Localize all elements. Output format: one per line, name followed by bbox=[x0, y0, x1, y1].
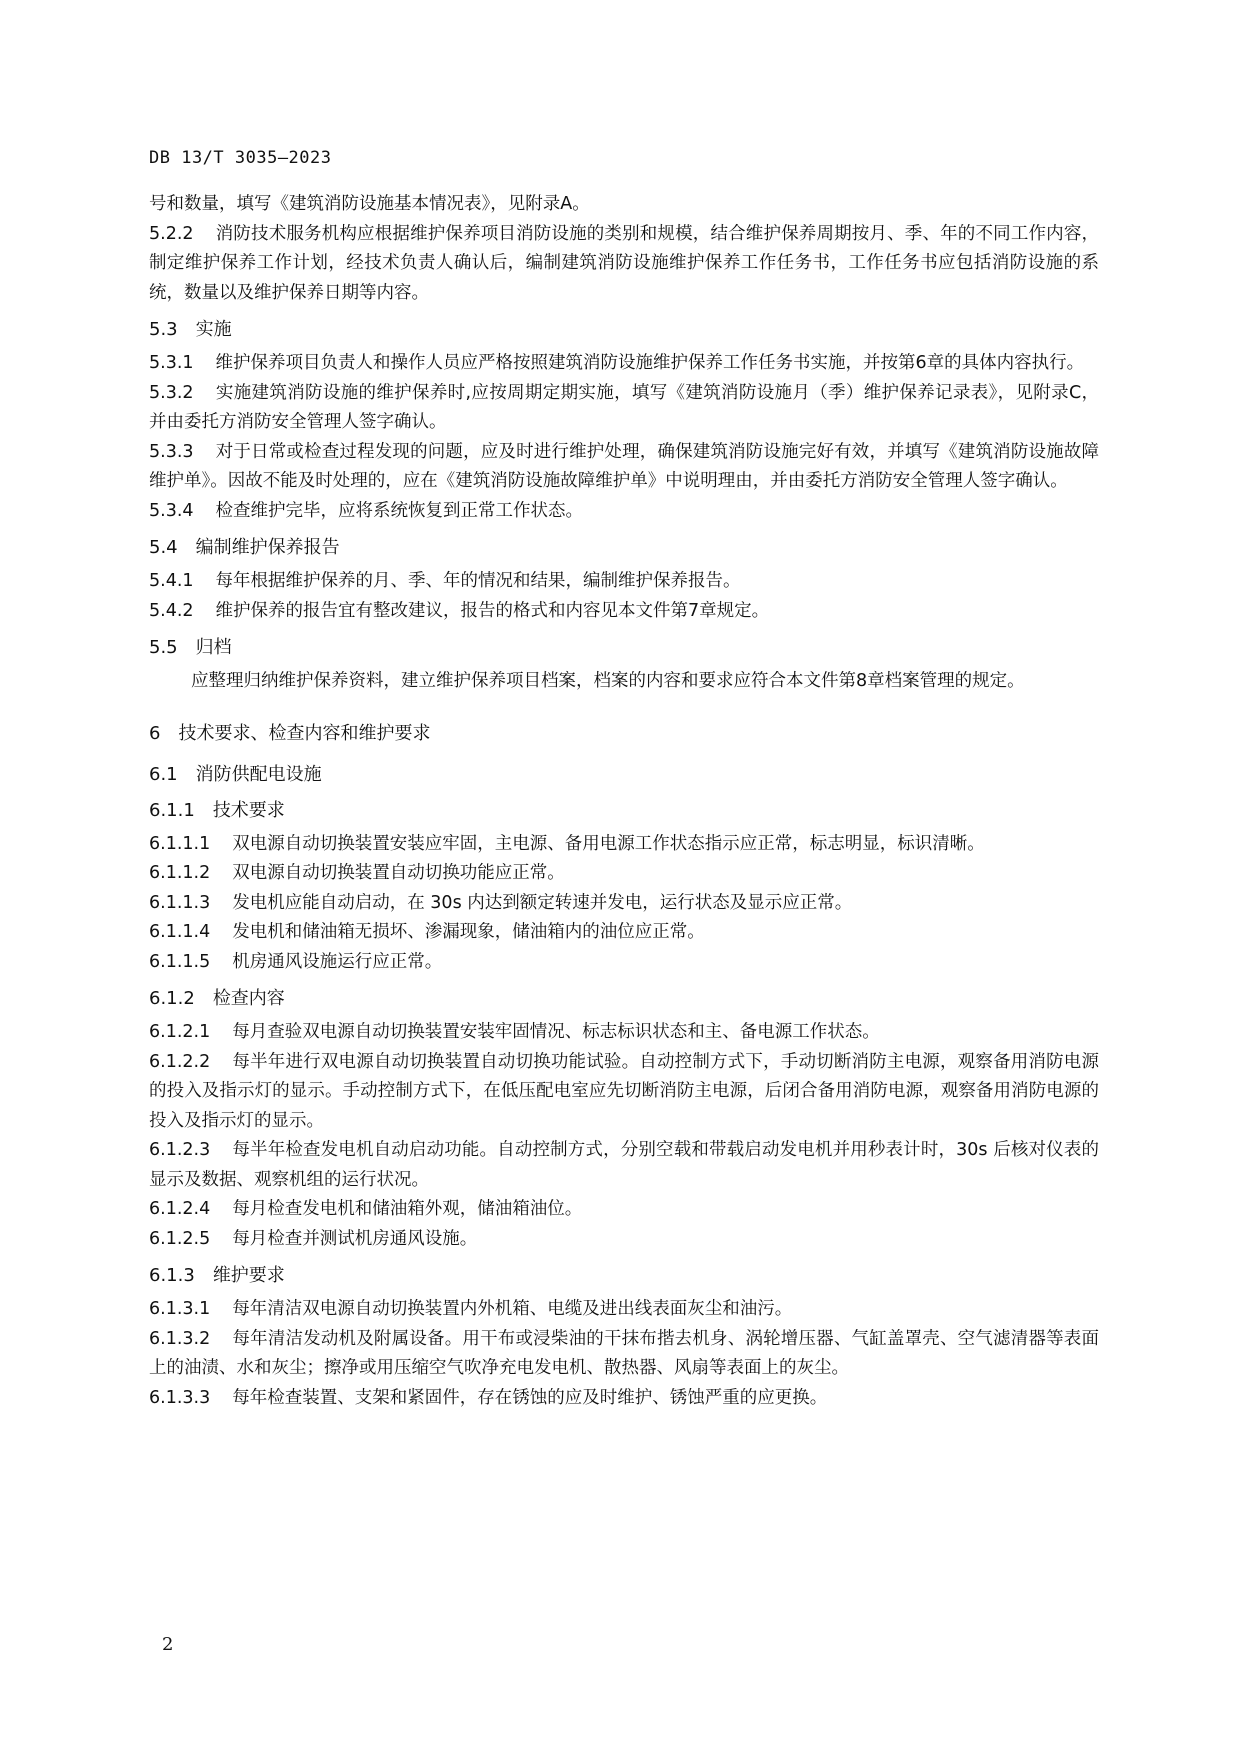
clause-number: 5.3.1 bbox=[149, 353, 194, 373]
clause-number: 6.1.1.5 bbox=[149, 951, 211, 972]
clause-text: 双电源自动切换装置安装应牢固，主电源、备用电源工作状态指示应正常，标志明显，标识清晰。 bbox=[232, 833, 985, 854]
clause-text: 归档 bbox=[195, 637, 232, 658]
clause-text: 实施建筑消防设施的维护保养时,应按周期定期实施，填写《建筑消防设施月（季）维护保养记录表》，见附录C，并由委托方消防安全管理人签字确认。 bbox=[149, 382, 1099, 432]
clause-paragraph bbox=[149, 889, 1099, 919]
clause-text: 号和数量，填写《建筑消防设施基本情况表》，见附录A。 bbox=[149, 194, 590, 214]
clause-text: 对于日常或检查过程发现的问题，应及时进行维护处理，确保建筑消防设施完好有效，并填写《建筑消防设施故障维护单》。因故不能及时处理的，应在《建筑消防设施故障维护单》中说明理由，并由委托方消防安全管理人签字确认。 bbox=[149, 441, 1099, 491]
clause-paragraph bbox=[149, 438, 1099, 497]
chapter-heading bbox=[149, 719, 1099, 748]
clause-paragraph bbox=[149, 948, 1099, 978]
clause-text: 技术要求、检查内容和维护要求 bbox=[178, 722, 431, 744]
clause-text: 每月检查发电机和储油箱外观，储油箱油位。 bbox=[232, 1199, 583, 1219]
clause-number: 5.4 bbox=[149, 537, 178, 558]
page-number: 2 bbox=[162, 1634, 174, 1655]
document-code-header: DB 13/T 3035—2023 bbox=[149, 148, 332, 168]
clause-paragraph bbox=[149, 497, 1099, 527]
clause-number: 6.1.2.4 bbox=[149, 1199, 211, 1219]
clause-number: 5.3 bbox=[149, 319, 178, 340]
clause-number: 6.1.3.2 bbox=[149, 1328, 211, 1349]
clause-paragraph bbox=[149, 1018, 1099, 1048]
clause-paragraph bbox=[149, 1295, 1099, 1325]
clause-paragraph bbox=[149, 918, 1099, 948]
clause-paragraph bbox=[149, 567, 1099, 597]
clause-text: 应整理归纳维护保养资料，建立维护保养项目档案，档案的内容和要求应符合本文件第8章档案管理的规定。 bbox=[191, 671, 1025, 691]
clause-paragraph bbox=[149, 220, 1099, 309]
clause-number: 6.1.2 bbox=[149, 988, 195, 1009]
clause-number: 6.1 bbox=[149, 763, 178, 785]
document-body bbox=[149, 190, 1099, 1413]
clause-paragraph bbox=[149, 1225, 1099, 1255]
clause-number: 6.1.3 bbox=[149, 1265, 195, 1286]
clause-number: 5.5 bbox=[149, 637, 178, 658]
clause-text: 维护要求 bbox=[212, 1265, 285, 1286]
clause-paragraph bbox=[149, 1195, 1099, 1225]
clause-text: 每半年检查发电机自动启动功能。自动控制方式，分别空载和带载启动发电机并用秒表计时，30s 后核对仪表的显示及数据、观察机组的运行状况。 bbox=[149, 1140, 1099, 1190]
section-heading bbox=[149, 1261, 1099, 1290]
clause-text: 发电机应能自动启动，在 30s 内达到额定转速并发电，运行状态及显示应正常。 bbox=[232, 892, 853, 913]
section-heading bbox=[149, 533, 1099, 562]
clause-paragraph bbox=[149, 597, 1099, 627]
clause-number: 6.1.1.4 bbox=[149, 922, 211, 942]
clause-text: 编制维护保养报告 bbox=[195, 537, 340, 558]
clause-text: 每年根据维护保养的月、季、年的情况和结果，编制维护保养报告。 bbox=[215, 571, 741, 591]
clause-number: 6.1.1.3 bbox=[149, 892, 211, 913]
clause-paragraph bbox=[149, 379, 1099, 438]
clause-paragraph bbox=[149, 859, 1099, 889]
clause-text: 每年清洁发动机及附属设备。用干布或浸柴油的干抹布揩去机身、涡轮增压器、气缸盖罩壳、空气滤清器等表面上的油渍、水和灰尘；擦净或用压缩空气吹净充电发电机、散热器、风扇等表面上的灰尘。 bbox=[149, 1328, 1099, 1378]
clause-paragraph bbox=[149, 349, 1099, 379]
clause-number: 5.4.1 bbox=[149, 571, 194, 591]
clause-text: 每月查验双电源自动切换装置安装牢固情况、标志标识状态和主、备电源工作状态。 bbox=[232, 1022, 880, 1042]
clause-number: 6.1.2.1 bbox=[149, 1022, 211, 1042]
clause-number: 6.1.3.3 bbox=[149, 1387, 211, 1408]
clause-text: 每月检查并测试机房通风设施。 bbox=[232, 1228, 478, 1249]
clause-paragraph bbox=[149, 1136, 1099, 1195]
body-paragraph bbox=[149, 667, 1099, 697]
clause-text: 实施 bbox=[195, 319, 232, 340]
section-heading bbox=[149, 315, 1099, 344]
clause-number: 6.1.3.1 bbox=[149, 1299, 211, 1319]
clause-text: 每半年进行双电源自动切换装置自动切换功能试验。自动控制方式下，手动切断消防主电源，观察备用消防电源的投入及指示灯的显示。手动控制方式下，在低压配电室应先切断消防主电源，后闭合备用消防电源，观察备用消防电源的投入及指示灯的显示。 bbox=[149, 1051, 1099, 1131]
clause-text: 维护保养项目负责人和操作人员应严格按照建筑消防设施维护保养工作任务书实施，并按第6章的具体内容执行。 bbox=[215, 353, 1085, 373]
clause-number: 6 bbox=[149, 722, 161, 744]
clause-number: 6.1.2.3 bbox=[149, 1140, 211, 1160]
clause-paragraph bbox=[149, 1384, 1099, 1414]
clause-number: 6.1.1.1 bbox=[149, 833, 211, 854]
section-heading bbox=[149, 796, 1099, 825]
clause-text: 技术要求 bbox=[212, 799, 285, 821]
clause-text: 发电机和储油箱无损坏、渗漏现象，储油箱内的油位应正常。 bbox=[232, 922, 705, 942]
section-heading bbox=[149, 760, 1099, 789]
clause-number: 5.3.3 bbox=[149, 441, 194, 462]
clause-number: 6.1.2.2 bbox=[149, 1051, 211, 1072]
clause-text: 每年检查装置、支架和紧固件，存在锈蚀的应及时维护、锈蚀严重的应更换。 bbox=[232, 1387, 828, 1408]
clause-text: 每年清洁双电源自动切换装置内外机箱、电缆及进出线表面灰尘和油污。 bbox=[232, 1299, 793, 1319]
clause-number: 5.3.4 bbox=[149, 500, 194, 521]
clause-text: 消防技术服务机构应根据维护保养项目消防设施的类别和规模，结合维护保养周期按月、季、年的不同工作内容，制定维护保养工作计划，经技术负责人确认后，编制建筑消防设施维护保养工作任务书，工作任务书应包括消防设施的系统，数量以及维护保养日期等内容。 bbox=[149, 223, 1099, 303]
clause-text: 检查内容 bbox=[212, 988, 285, 1009]
clause-number: 6.1.1.2 bbox=[149, 863, 211, 883]
clause-text: 机房通风设施运行应正常。 bbox=[232, 951, 443, 972]
clause-number: 6.1.2.5 bbox=[149, 1228, 211, 1249]
section-heading bbox=[149, 633, 1099, 662]
clause-paragraph bbox=[149, 1325, 1099, 1384]
clause-paragraph bbox=[149, 1048, 1099, 1137]
section-heading bbox=[149, 984, 1099, 1013]
clause-paragraph bbox=[149, 830, 1099, 860]
clause-number: 5.3.2 bbox=[149, 382, 194, 403]
clause-number: 5.2.2 bbox=[149, 223, 194, 244]
clause-text: 双电源自动切换装置自动切换功能应正常。 bbox=[232, 863, 565, 883]
clause-number: 5.4.2 bbox=[149, 600, 194, 621]
clause-paragraph bbox=[149, 190, 1099, 220]
clause-text: 维护保养的报告宜有整改建议，报告的格式和内容见本文件第7章规定。 bbox=[215, 600, 770, 621]
clause-text: 消防供配电设施 bbox=[195, 763, 322, 785]
clause-text: 检查维护完毕，应将系统恢复到正常工作状态。 bbox=[215, 500, 584, 521]
clause-number: 6.1.1 bbox=[149, 799, 195, 821]
